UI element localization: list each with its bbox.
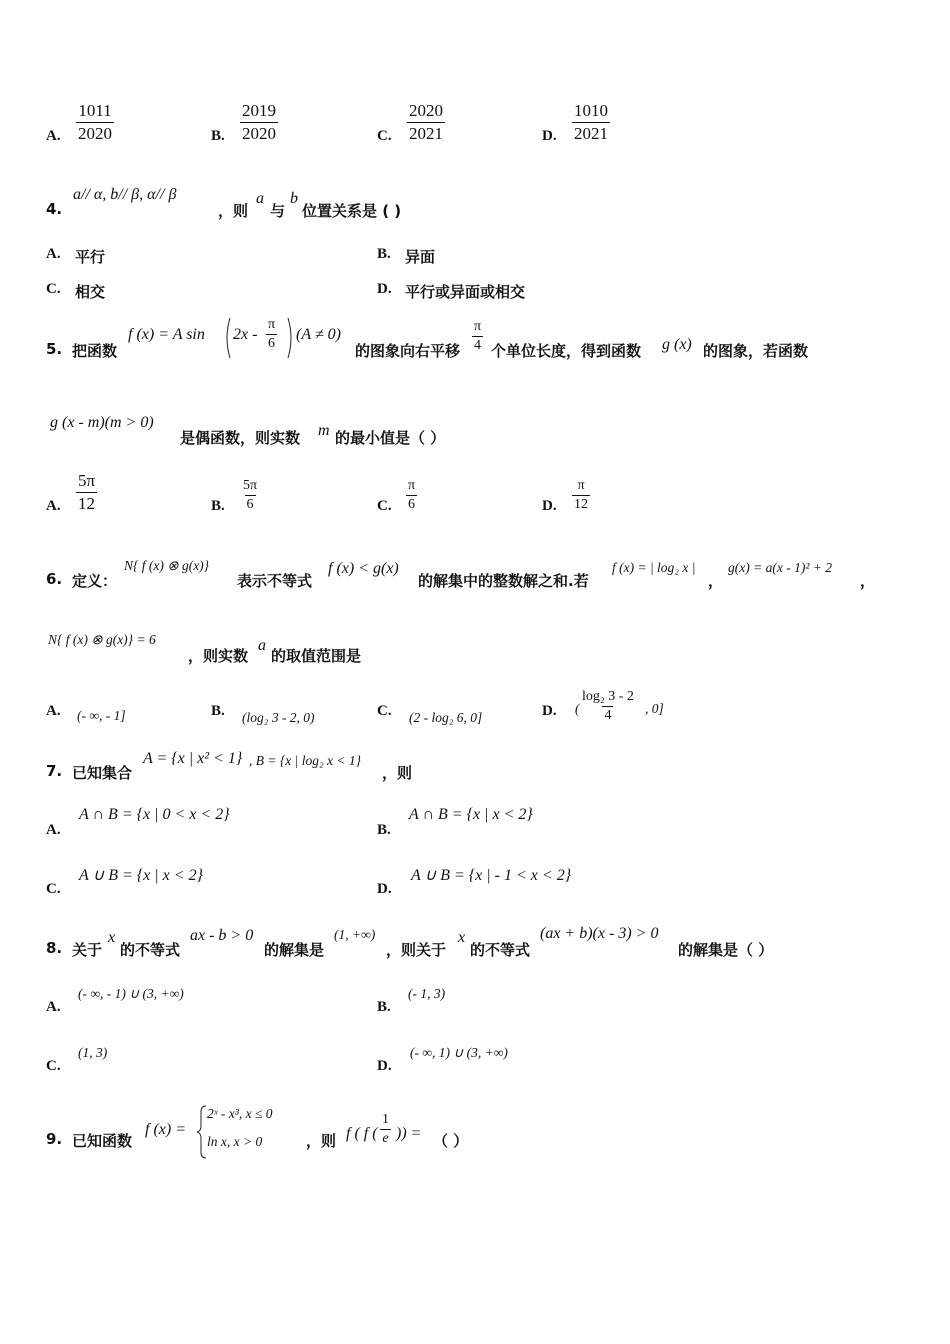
q4-condition: a// α, b// β, α// β [73,186,177,203]
q7-option-a-text: A ∩ B = {x | 0 < x < 2} [79,806,230,823]
q5-option-c-num: π [408,478,416,493]
q3-option-c-numerator: 2020 [409,101,443,120]
q9-expr-pre: f ( f ( [346,1125,378,1142]
q8-solution-1: (1, +∞) [334,927,376,942]
q7-option-d-text: A ∪ B = {x | - 1 < x < 2} [411,867,572,884]
q8-option-b-label: B. [377,999,391,1015]
q6-g-definition: g(x) = a(x - 1)² + 2 [728,560,832,575]
q3-option-d-label: D. [542,128,557,144]
q5-text-2: 的图象向右平移 [355,342,461,360]
q5-func-six: 6 [268,336,276,351]
q4-option-c-text: 相交 [75,283,106,301]
q5-func-fraction [266,316,277,353]
q6-text-2: 表示不等式 [237,572,313,590]
q5-func-pi: π [268,317,276,332]
q6-option-c-label: C. [377,703,392,719]
q5-option-c-label: C. [377,498,392,514]
q9-expr-num: 1 [382,1112,389,1127]
q5-text-4: 的图象，若函数 [703,342,809,360]
q4-var-a: a [256,190,264,207]
q5-shift-den: 4 [474,338,482,353]
q6-option-d-fraction [580,688,636,725]
q8-text-3: 的解集是 [264,941,325,959]
q5-line2-var: m [318,422,330,439]
q5-line2-math: g (x - m)(m > 0) [50,414,154,431]
q3-option-a-fraction [76,100,114,145]
q8-option-c-text: (1, 3) [78,1045,108,1060]
q7-option-a-label: A. [46,822,61,838]
q3-option-a-denominator: 2020 [78,124,112,143]
q5-option-d-den: 12 [574,497,588,512]
q8-option-c-label: C. [46,1058,61,1074]
q9-text-1: 已知函数 [72,1132,133,1150]
q6-inequality: f (x) < g(x) [328,560,399,577]
q4-var-b: b [290,190,298,207]
q8-text-4: ，则关于 [386,941,447,959]
q5-line2-text-2: 的最小值是（ ） [335,429,446,447]
q7-option-b-text: A ∩ B = {x | x < 2} [409,806,533,823]
q6-line2-text-1: ，则实数 [188,647,249,665]
q9-number: 9. [46,1130,63,1148]
q5-right-paren [286,316,296,360]
q3-option-c-fraction [407,100,445,145]
q6-number: 6. [46,570,63,588]
q6-option-a-text: (- ∞, - 1] [77,708,126,723]
q8-text-2: 的不等式 [120,941,181,959]
q5-option-a-num: 5π [78,471,96,490]
q5-shift-num: π [474,319,482,334]
q4-option-b-label: B. [377,246,391,262]
q5-option-c-den: 6 [408,497,416,512]
q5-line2-text-1: 是偶函数，则实数 [180,429,301,447]
q7-number: 7. [46,762,63,780]
q3-option-c-denominator: 2021 [409,124,443,143]
q3-option-d-numerator: 1010 [574,101,608,120]
q4-option-d-label: D. [377,281,392,297]
q7-option-c-text: A ∪ B = {x | x < 2} [79,867,203,884]
q8-option-a-label: A. [46,999,61,1015]
q8-text-1: 关于 [72,941,103,959]
q8-var-x: x [108,929,116,946]
q8-number: 8. [46,939,63,957]
q4-option-c-label: C. [46,281,61,297]
q5-option-c-fraction [406,477,417,514]
q3-option-a-numerator: 1011 [78,101,112,120]
q6-f-definition: f (x) = | log₂ x | [612,560,696,575]
q8-option-a-text: (- ∞, - 1) ∪ (3, +∞) [78,986,184,1001]
q7-option-c-label: C. [46,881,61,897]
q6-separator: ， [708,572,724,590]
q5-option-a-label: A. [46,498,61,514]
q8-var-x-2: x [458,929,466,946]
q6-option-d-pre: ( [575,701,580,716]
q8-text-6: 的解集是（ ） [678,941,774,959]
q6-option-d-den: 4 [604,708,612,723]
q7-option-d-label: D. [377,881,392,897]
q4-text-2: 与 [270,202,286,220]
q6-option-b-label: B. [211,703,225,719]
q6-option-d-label: D. [542,703,557,719]
q3-option-b-numerator: 2019 [242,101,276,120]
q8-option-d-text: (- ∞, 1) ∪ (3, +∞) [410,1045,508,1060]
q7-set-a: A = {x | x² < 1} [143,750,243,767]
q7-option-b-label: B. [377,822,391,838]
q5-option-b-label: B. [211,498,225,514]
q6-text-3: 的解集中的整数解之和.若 [418,572,589,590]
q5-text-3: 个单位长度，得到函数 [491,342,642,360]
q6-def-math: N{ f (x) ⊗ g(x)} [124,558,210,573]
q5-option-b-fraction [241,477,259,514]
q7-set-b: , B = {x | log₂ x < 1} [249,753,362,768]
q9-text-3: （ ） [433,1132,469,1150]
q3-option-b-fraction [240,100,278,145]
q9-expr-fraction [380,1111,391,1148]
q8-text-5: 的不等式 [470,941,531,959]
q8-option-d-label: D. [377,1058,392,1074]
q9-expr-den: e [382,1131,389,1146]
q5-option-b-num: 5π [243,478,258,493]
q3-option-b-label: B. [211,128,225,144]
q5-option-a-den: 12 [78,494,96,513]
q5-g-func: g (x) [662,336,692,353]
q6-text-1: 定义： [72,572,118,590]
q5-func-cond: (A ≠ 0) [296,326,341,343]
q4-text-1: ，则 [218,202,249,220]
q3-option-d-fraction [572,100,610,145]
q9-case-1: 2ˣ - x³, x ≤ 0 [207,1106,273,1121]
q5-option-d-num: π [577,478,585,493]
q4-option-d-text: 平行或异面或相交 [405,283,526,301]
q4-text-3: 位置关系是 ( ) [302,202,402,220]
q8-inequality-1: ax - b > 0 [190,927,254,944]
q5-left-paren [222,316,232,360]
q4-number: 4. [46,200,63,218]
q5-option-a-fraction [76,470,97,515]
q3-option-d-denominator: 2021 [574,124,608,143]
q5-func-arg: 2x - [233,326,258,343]
q5-option-b-den: 6 [246,497,254,512]
q9-expr-post: )) = [396,1125,422,1142]
q5-func-left: f (x) = A sin [128,326,205,343]
q9-f-name: f (x) = [145,1121,186,1138]
q4-option-a-text: 平行 [75,248,106,266]
q5-option-d-fraction [572,477,590,514]
q3-option-b-denominator: 2020 [242,124,276,143]
q5-shift-fraction [472,318,483,355]
q8-inequality-2: (ax + b)(x - 3) > 0 [540,925,659,942]
q5-option-d-label: D. [542,498,557,514]
q7-text-2: ，则 [382,764,413,782]
q5-number: 5. [46,340,63,358]
q6-end: ， [860,572,876,590]
q9-case-2: ln x, x > 0 [207,1134,263,1149]
q3-option-c-label: C. [377,128,392,144]
q6-line2-math: N{ f (x) ⊗ g(x)} = 6 [48,632,156,647]
q4-option-b-text: 异面 [405,248,436,266]
q6-option-b-text: (log₂ 3 - 2, 0) [242,710,315,725]
q8-option-b-text: (- 1, 3) [408,986,446,1001]
q6-option-c-text: (2 - log₂ 6, 0] [409,710,483,725]
q9-text-2: ，则 [306,1132,337,1150]
q6-option-d-post: , 0] [645,701,664,716]
q7-text-1: 已知集合 [72,764,133,782]
q4-option-a-label: A. [46,246,61,262]
q6-line2-text-2: 的取值范围是 [271,647,362,665]
q6-line2-var: a [258,637,266,654]
q3-option-a-label: A. [46,128,61,144]
q6-option-a-label: A. [46,703,61,719]
q5-text-1: 把函数 [72,342,118,360]
q6-option-d-num: log₂ 3 - 2 [582,689,634,704]
